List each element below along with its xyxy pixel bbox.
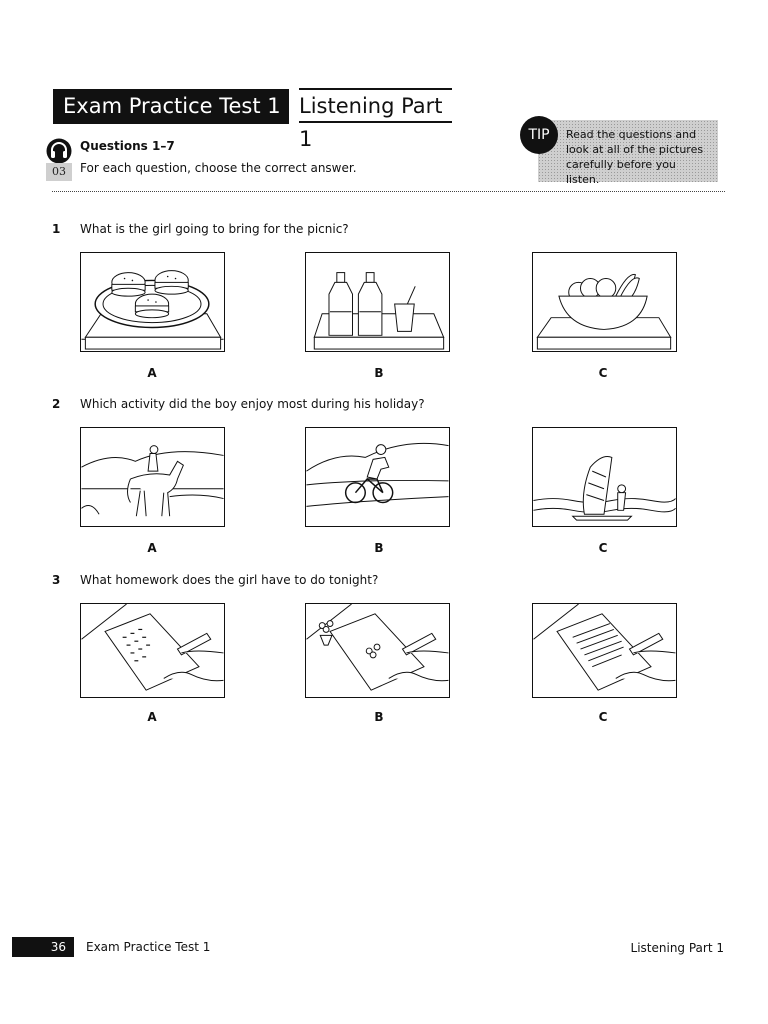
divider (52, 191, 725, 192)
tip-box (538, 120, 718, 186)
tip-badge: TIP (520, 116, 558, 154)
option-letter: C (598, 541, 608, 555)
instruction-text: For each question, choose the correct answer. (80, 161, 357, 175)
tip-line: look at all of the pictures (566, 143, 704, 156)
option-letter: A (147, 541, 157, 555)
option-picture-drawing-homework[interactable] (305, 603, 450, 698)
question-text: What homework does the girl have to do tonight? (80, 573, 379, 587)
headphones-icon (46, 138, 72, 164)
option-letter: A (147, 366, 157, 380)
option-picture-bottles[interactable] (305, 252, 450, 352)
page-number: 36 (12, 937, 74, 957)
question-number: 1 (52, 222, 61, 236)
option-picture-maths-homework[interactable] (80, 603, 225, 698)
option-picture-cycling[interactable] (305, 427, 450, 527)
option-picture-windsurfing[interactable] (532, 427, 677, 527)
option-letter: B (374, 710, 384, 724)
part-title: Listening Part 1 (299, 88, 452, 123)
question-number: 2 (52, 397, 61, 411)
test-title: Exam Practice Test 1 (53, 89, 289, 124)
option-picture-horse-riding[interactable] (80, 427, 225, 527)
footer-part-title: Listening Part 1 (630, 941, 724, 955)
footer-test-title: Exam Practice Test 1 (86, 940, 211, 954)
option-letter: B (374, 541, 384, 555)
question-text: What is the girl going to bring for the picnic? (80, 222, 349, 236)
option-picture-fruit-bowl[interactable] (532, 252, 677, 352)
question-text: Which activity did the boy enjoy most during his holiday? (80, 397, 425, 411)
option-letter: C (598, 366, 608, 380)
option-letter: B (374, 366, 384, 380)
option-picture-burgers[interactable] (80, 252, 225, 352)
question-number: 3 (52, 573, 61, 587)
tip-line: Read the questions and (566, 128, 697, 141)
option-picture-essay-homework[interactable] (532, 603, 677, 698)
option-letter: A (147, 710, 157, 724)
option-letter: C (598, 710, 608, 724)
audio-track-number: 03 (46, 163, 72, 181)
questions-heading: Questions 1–7 (80, 139, 175, 153)
tip-line: carefully before you listen. (566, 158, 676, 186)
